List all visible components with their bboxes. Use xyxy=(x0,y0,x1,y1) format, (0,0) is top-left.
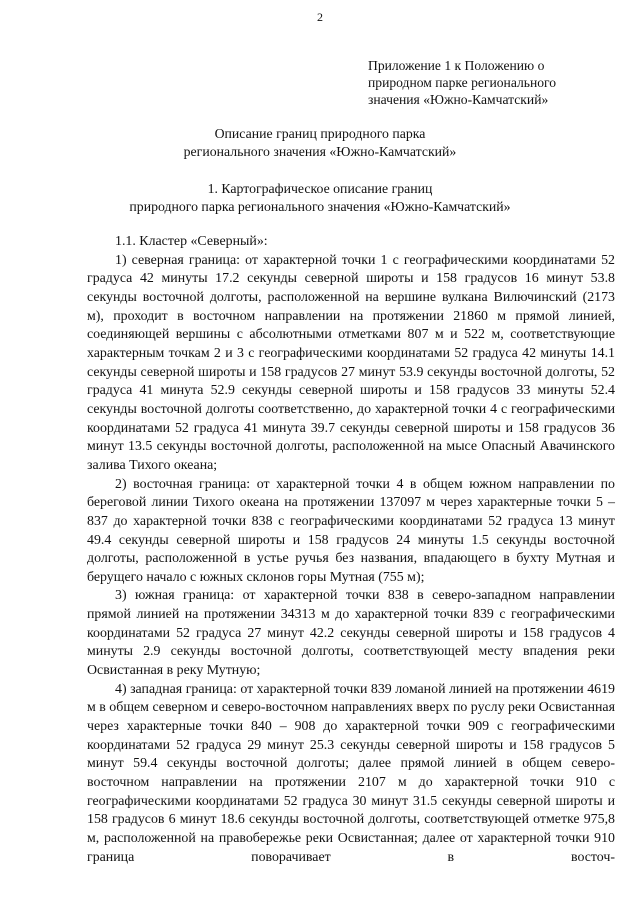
paragraph-north-border: 1) северная граница: от характерной точки 1 с географическими координатами 52 градуса 42 минуты 17.2 секунды северной широты и 158 градусов 16 минут 53.8 секунды восточной долготы, расположенной на вершине вулкана Вилючинский (2173 м), проходит в восточном направлении на протяжении 21860 м прямой линией, соединяющей вершины с абсолютными отметками 807 м и 522 м, соответствующие характерным точкам 2 и 3 с географическими координатами 52 градуса 42 минуты 14.1 секунды северной широты и 158 градусов 27 минут 53.9 секунды восточной долготы, 52 градуса 41 минута 52.9 секунды северной широты и 158 градусов 33 минуты 52.4 секунды восточной долготы соответственно, до характерной точки 4 с географическими координатами 52 градуса 41 минута 39.7 секунды северной широты и 158 градусов 36 минут 13.5 секунды восточной долготы, расположенной на мысе Опасный Авачинского залива Тихого океана; xyxy=(87,252,615,473)
body-text xyxy=(87,233,615,867)
appendix-line: значения «Южно-Камчатский» xyxy=(368,92,549,107)
paragraph-south-border: 3) южная граница: от характерной точки 838 в северо-западном направлении прямой линией на протяжении 34313 м до характерной точки 839 с географическими координатами 52 градуса 27 минут 42.2 секунды северной широты и 158 градусов 4 минуты 2.9 секунды восточной долготы, соответствующей месту впадения реки Освистанная в реку Мутную; xyxy=(87,588,615,679)
document-title xyxy=(0,125,640,161)
document-title-line: Описание границ природного парка xyxy=(214,126,426,141)
cluster-heading: 1.1. Кластер «Северный»: xyxy=(115,234,268,249)
appendix-line: Приложение 1 к Положению о xyxy=(368,58,545,73)
appendix-line: природном парке регионального xyxy=(368,75,557,90)
section-heading-line: 1. Картографическое описание границ xyxy=(207,181,433,196)
document-title-line: регионального значения «Южно-Камчатский» xyxy=(183,144,457,159)
paragraph-east-border: 2) восточная граница: от характерной точки 4 в общем южном направлении по береговой линии Тихого океана на протяжении 137097 м через характерные точки 5 – 837 до характерной точки 838 с географическими координатами 52 градуса 13 минут 49.4 секунды северной широты и 158 градусов 24 минуты 1.5 секунды восточной долготы, расположенной в устье ручья без названия, впадающего в бухту Мутная и берущего начало с южных склонов горы Мутная (755 м); xyxy=(87,476,615,585)
paragraph-west-border: 4) западная граница: от характерной точки 839 ломаной линией на протяжении 4619 м в общем северном и северо-восточном направлениях вверх по руслу реки Освистанная через характерные точки 840 – 908 до характерной точки 909 с географическими координатами 52 градуса 29 минут 25.3 секунды северной широты и 158 градусов 5 минут 59.4 секунды восточной долготы; далее прямой линией в общем северо-восточном направлении на протяжении 2107 м до характерной точки 910 с географическими координатами 52 градуса 30 минут 31.5 секунды северной широты и 158 градусов 6 минут 18.6 секунды восточной долготы, соответствующей отметке 975,8 м, расположенной на правобережье реки Освистанная; далее от характерной точки 910 граница поворачивает в восточ- xyxy=(87,681,615,865)
appendix-header xyxy=(368,57,618,108)
page-number: 2 xyxy=(317,10,323,24)
section-heading xyxy=(0,180,640,216)
section-heading-line: природного парка регионального значения «Южно-Камчатский» xyxy=(129,199,511,214)
